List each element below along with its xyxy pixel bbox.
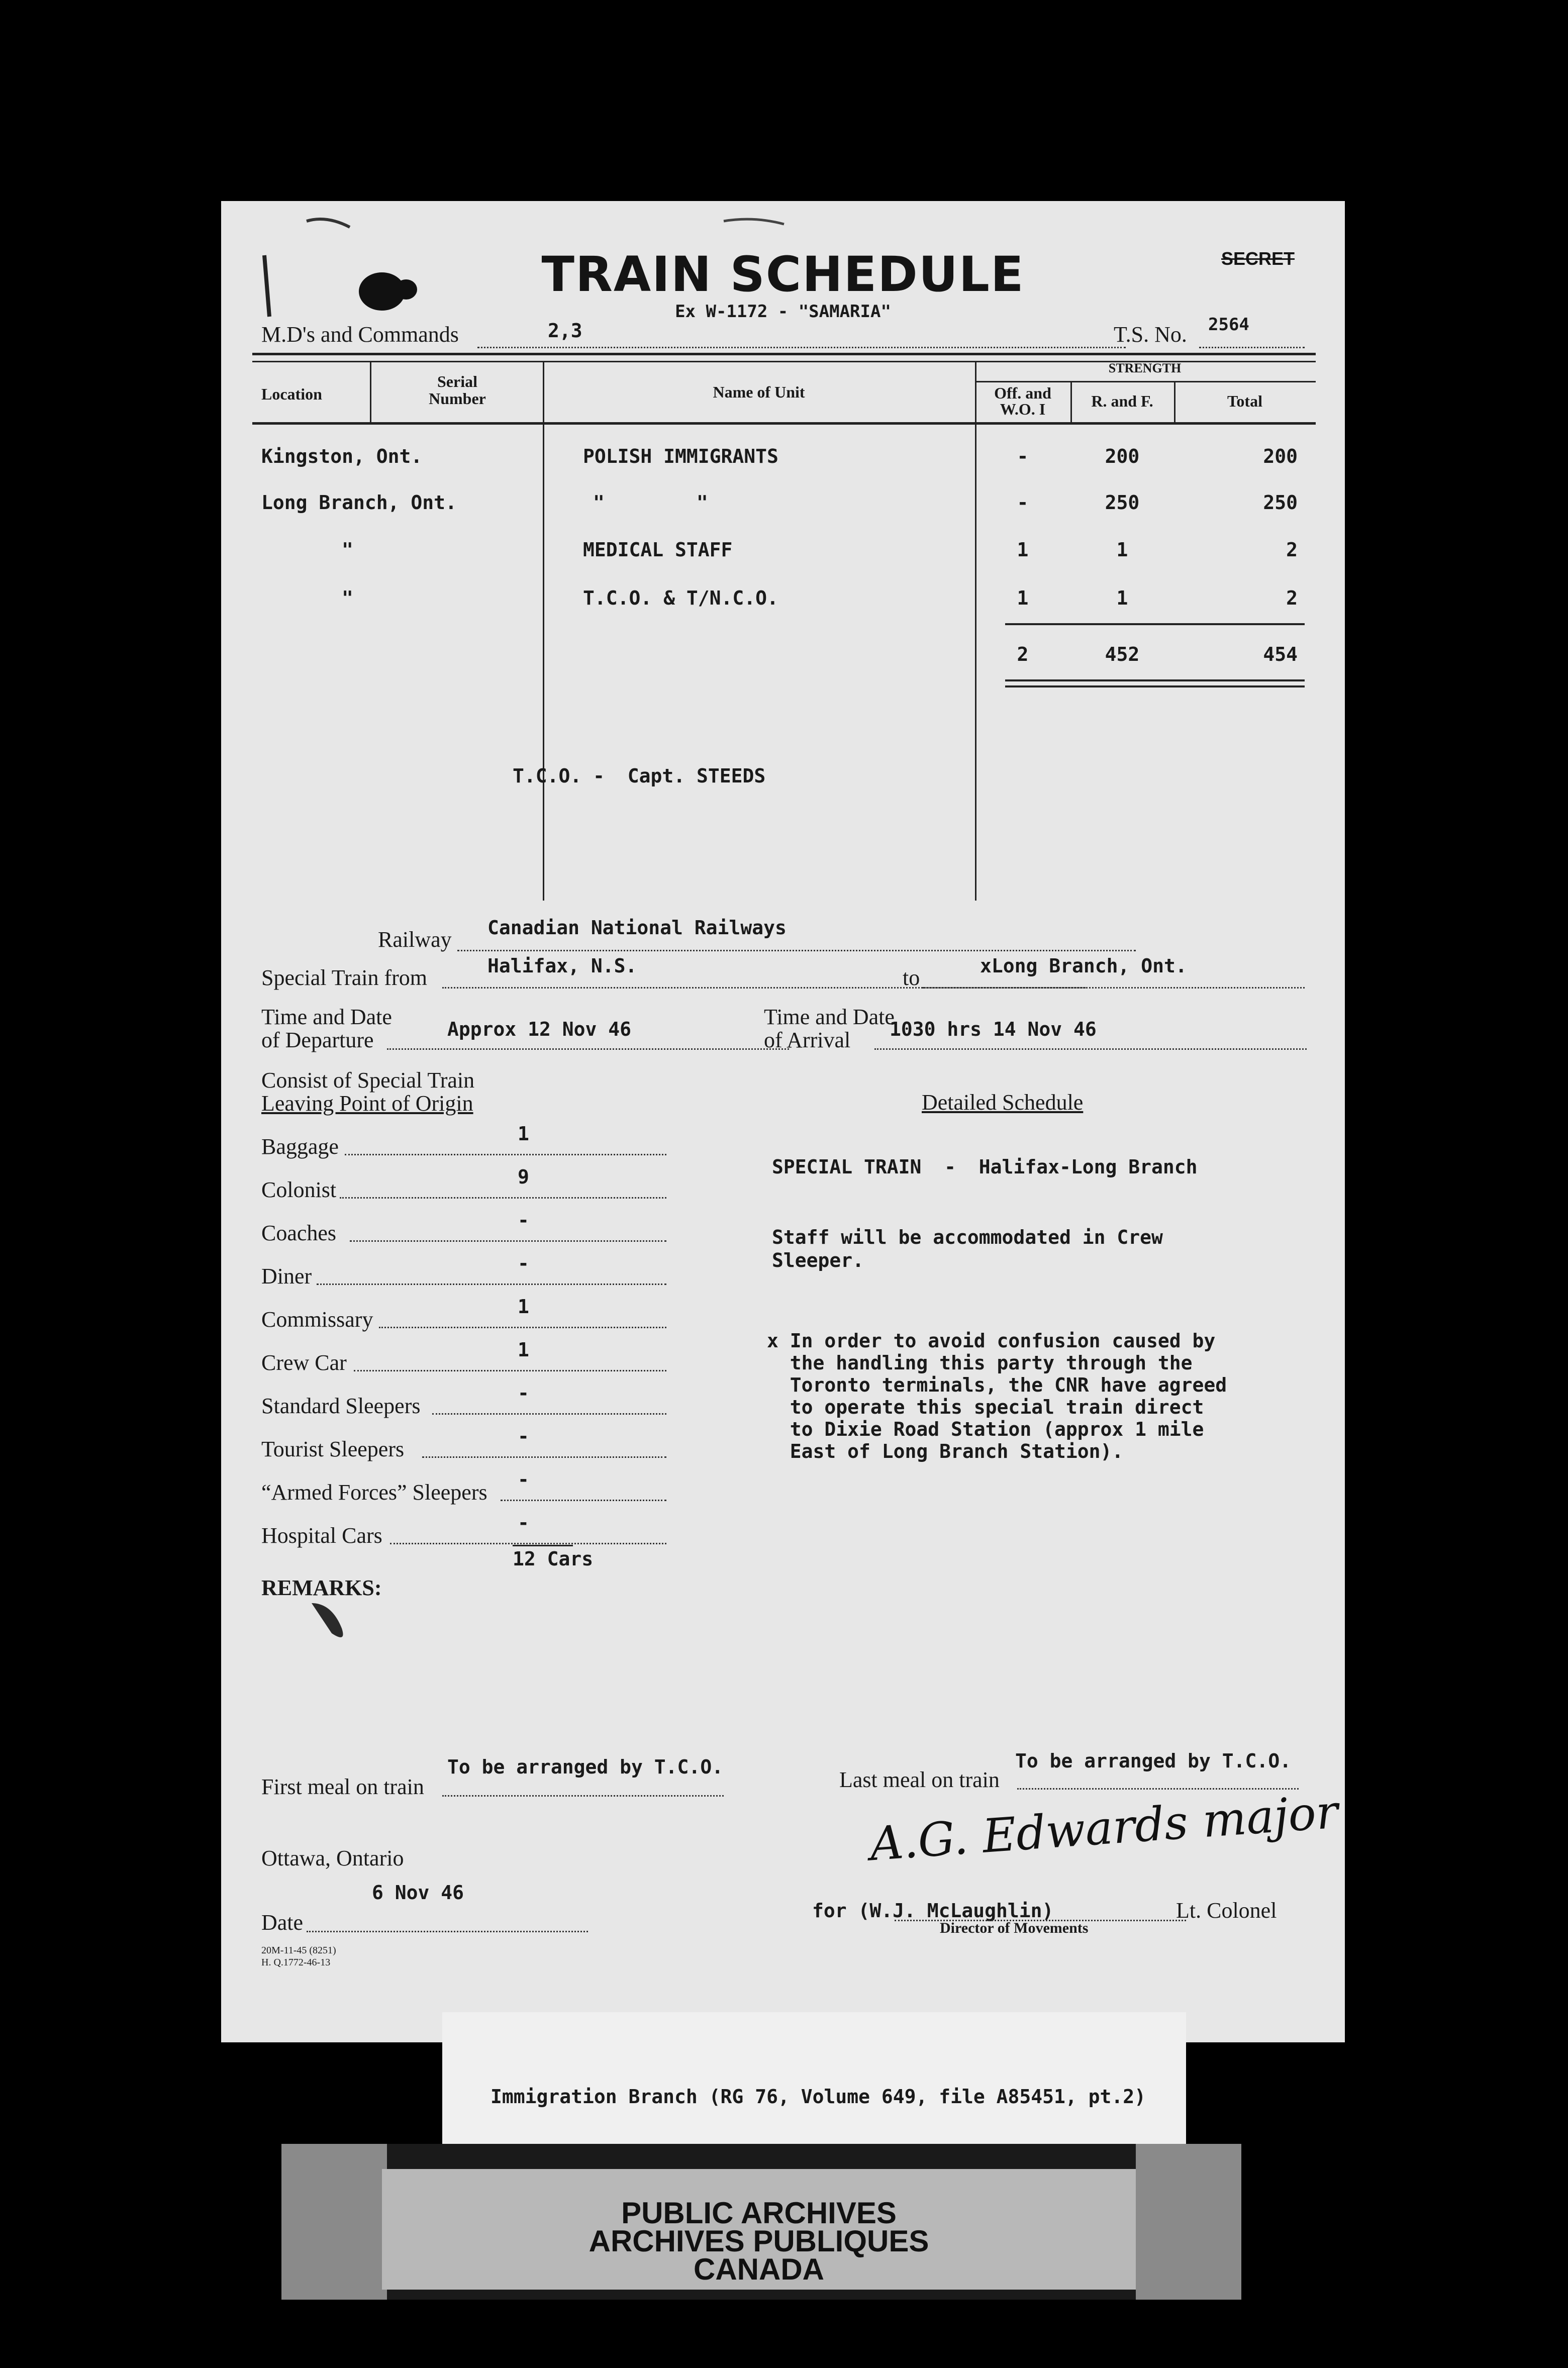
date-line bbox=[307, 1931, 588, 1932]
cell-rf: 250 bbox=[1105, 491, 1140, 514]
totals-row bbox=[221, 643, 1345, 673]
first-meal-line bbox=[442, 1795, 724, 1797]
col-header-off: Off. and W.O. I bbox=[994, 384, 1051, 418]
arrival-label-1: Time and Date bbox=[764, 1005, 895, 1029]
table-row bbox=[221, 445, 1345, 475]
consist-label: Coaches bbox=[261, 1221, 337, 1245]
col-divider-3 bbox=[975, 362, 976, 901]
special-train-from-label: Special Train from bbox=[261, 965, 427, 990]
cell-location: Long Branch, Ont. bbox=[261, 491, 457, 514]
md-commands-label: M.D's and Commands bbox=[261, 322, 459, 347]
arrival-value: 1030 hrs 14 Nov 46 bbox=[890, 1018, 1097, 1040]
place: Ottawa, Ontario bbox=[261, 1846, 404, 1870]
tco-line: T.C.O. - Capt. STEEDS bbox=[513, 765, 766, 787]
cell-total: 2 bbox=[1286, 539, 1298, 561]
cell-rf: 1 bbox=[1116, 587, 1128, 609]
consist-value: - bbox=[518, 1209, 529, 1231]
departure-label-2: of Departure bbox=[261, 1028, 374, 1052]
first-meal-label: First meal on train bbox=[261, 1774, 424, 1799]
col-header-unit: Name of Unit bbox=[713, 383, 805, 401]
consist-label: Baggage bbox=[261, 1134, 339, 1159]
cell-off: - bbox=[1017, 445, 1029, 467]
departure-label-1: Time and Date bbox=[261, 1005, 392, 1029]
total-total: 454 bbox=[1263, 643, 1298, 665]
page-subtitle: Ex W-1172 - "SAMARIA" bbox=[675, 302, 891, 322]
consist-value: - bbox=[518, 1512, 529, 1534]
routing-note-line: East of Long Branch Station). bbox=[767, 1440, 1124, 1462]
consist-label: Standard Sleepers bbox=[261, 1394, 421, 1418]
consist-line bbox=[350, 1240, 666, 1242]
consist-row bbox=[221, 1166, 774, 1207]
staff-note-line: Staff will be accommodated in Crew bbox=[772, 1226, 1163, 1248]
cell-total: 250 bbox=[1263, 491, 1298, 514]
ts-no-line bbox=[1199, 347, 1305, 348]
cell-unit: POLISH IMMIGRANTS bbox=[583, 445, 778, 467]
table-row bbox=[221, 539, 1345, 569]
consist-row bbox=[221, 1512, 774, 1553]
consist-total-rule bbox=[513, 1545, 573, 1546]
consist-line bbox=[340, 1197, 666, 1199]
consist-value: 1 bbox=[518, 1296, 529, 1318]
consist-label: Colonist bbox=[261, 1177, 337, 1202]
departure-value: Approx 12 Nov 46 bbox=[447, 1018, 632, 1040]
routing-note-line: to operate this special train direct bbox=[767, 1396, 1204, 1418]
table-header-bottom-rule bbox=[252, 422, 1316, 425]
routing-note-line: the handling this party through the bbox=[767, 1352, 1193, 1374]
total-double-rule-1 bbox=[1005, 679, 1305, 681]
cell-location: Kingston, Ont. bbox=[261, 445, 423, 467]
detailed-schedule-heading: Detailed Schedule bbox=[922, 1090, 1084, 1115]
archive-reference-text: Immigration Branch (RG 76, Volume 649, file A85451, pt.2) bbox=[491, 2086, 1146, 2108]
consist-line bbox=[354, 1370, 666, 1371]
staff-note-line: Sleeper. bbox=[772, 1249, 864, 1271]
consist-row bbox=[221, 1209, 774, 1250]
col-header-strength: STRENGTH bbox=[1108, 361, 1182, 375]
cell-rf: 200 bbox=[1105, 445, 1140, 467]
cell-total: 2 bbox=[1286, 587, 1298, 609]
consist-label: Tourist Sleepers bbox=[261, 1437, 405, 1461]
departure-line bbox=[387, 1048, 789, 1050]
cell-off: - bbox=[1017, 491, 1029, 514]
table-row bbox=[221, 587, 1345, 617]
archive-label-line: PUBLIC ARCHIVES bbox=[621, 2196, 897, 2230]
consist-line bbox=[317, 1284, 666, 1285]
consist-value: - bbox=[518, 1425, 529, 1447]
md-commands-value: 2,3 bbox=[548, 320, 582, 342]
strip-left-flap bbox=[281, 2144, 387, 2300]
subtotal-rule bbox=[1005, 623, 1305, 625]
form-code-line: H. Q.1772-46-13 bbox=[261, 1957, 331, 1968]
consist-value: 1 bbox=[518, 1339, 529, 1361]
consist-row bbox=[221, 1339, 774, 1380]
last-meal-label: Last meal on train bbox=[839, 1767, 1000, 1792]
consist-row bbox=[221, 1468, 774, 1510]
consist-value: 9 bbox=[518, 1166, 529, 1188]
consist-row bbox=[221, 1252, 774, 1294]
railway-label: Railway bbox=[378, 927, 452, 952]
consist-heading-1: Consist of Special Train bbox=[261, 1068, 475, 1093]
archive-label-strip bbox=[281, 2144, 1241, 2300]
col-header-serial: Serial Number bbox=[429, 372, 486, 408]
date-label: Date bbox=[261, 1910, 304, 1935]
cell-location: " bbox=[342, 539, 353, 561]
cell-off: 1 bbox=[1017, 539, 1029, 561]
railway-value: Canadian National Railways bbox=[487, 917, 787, 939]
special-train-to-label: to bbox=[903, 965, 920, 990]
signatory-for: for (W.J. McLaughlin) bbox=[812, 1900, 1054, 1922]
col-divider-2 bbox=[543, 362, 544, 901]
cell-unit: T.C.O. & T/N.C.O. bbox=[583, 587, 778, 609]
cell-rf: 1 bbox=[1116, 539, 1128, 561]
date-value: 6 Nov 46 bbox=[372, 1882, 464, 1904]
table-row bbox=[221, 491, 1345, 522]
document-page bbox=[221, 201, 1345, 2042]
col-header-total: Total bbox=[1227, 392, 1262, 410]
total-double-rule-2 bbox=[1005, 685, 1305, 687]
secret-stamp: SECRET bbox=[1221, 248, 1295, 269]
ts-no-value: 2564 bbox=[1208, 315, 1249, 335]
consist-line bbox=[345, 1154, 666, 1155]
consist-total: 12 Cars bbox=[513, 1548, 594, 1570]
consist-label: Hospital Cars bbox=[261, 1523, 382, 1548]
consist-value: 1 bbox=[518, 1123, 529, 1145]
consist-value: - bbox=[518, 1252, 529, 1274]
col-header-location: Location bbox=[261, 385, 322, 403]
consist-label: Commissary bbox=[261, 1307, 373, 1332]
consist-label: Crew Car bbox=[261, 1350, 347, 1375]
consist-row bbox=[221, 1296, 774, 1337]
consist-row bbox=[221, 1382, 774, 1423]
first-meal-value: To be arranged by T.C.O. bbox=[447, 1756, 724, 1778]
consist-label: Diner bbox=[261, 1264, 312, 1289]
cell-location: " bbox=[342, 587, 353, 609]
ts-no-label: T.S. No. bbox=[1114, 322, 1187, 347]
strip-right-flap bbox=[1136, 2144, 1241, 2300]
consist-line bbox=[422, 1456, 666, 1458]
col-header-rf: R. and F. bbox=[1091, 392, 1153, 410]
signatory-title: Director of Movements bbox=[940, 1920, 1089, 1936]
special-train-to-value: xLong Branch, Ont. bbox=[980, 955, 1187, 977]
last-meal-line bbox=[1017, 1788, 1299, 1790]
cell-unit: " " bbox=[593, 491, 708, 514]
cell-total: 200 bbox=[1263, 445, 1298, 467]
consist-value: - bbox=[518, 1382, 529, 1404]
consist-line bbox=[379, 1327, 666, 1328]
last-meal-value: To be arranged by T.C.O. bbox=[1015, 1750, 1292, 1772]
total-off: 2 bbox=[1017, 643, 1029, 665]
arrival-label-2: of Arrival bbox=[764, 1028, 851, 1052]
table-top-rule bbox=[252, 353, 1316, 355]
archive-label-line: ARCHIVES PUBLIQUES bbox=[589, 2224, 929, 2258]
signatory-rank: Lt. Colonel bbox=[1176, 1898, 1277, 1923]
archive-label-text bbox=[382, 2196, 1136, 2286]
cell-off: 1 bbox=[1017, 587, 1029, 609]
consist-label: “Armed Forces” Sleepers bbox=[261, 1480, 487, 1505]
consist-line bbox=[501, 1500, 666, 1501]
schedule-line: SPECIAL TRAIN - Halifax-Long Branch bbox=[772, 1156, 1198, 1178]
consist-line bbox=[432, 1413, 666, 1415]
total-rf: 452 bbox=[1105, 643, 1140, 665]
arrival-line bbox=[874, 1048, 1307, 1050]
archive-label-line: CANADA bbox=[694, 2252, 824, 2286]
strength-rule bbox=[976, 381, 1316, 382]
remarks-label: REMARKS: bbox=[261, 1575, 382, 1600]
consist-row bbox=[221, 1425, 774, 1466]
form-code-line: 20M-11-45 (8251) bbox=[261, 1945, 336, 1956]
consist-heading-2: Leaving Point of Origin bbox=[261, 1091, 473, 1116]
railway-line bbox=[457, 950, 1136, 951]
consist-row bbox=[221, 1123, 774, 1164]
routing-note-line: to Dixie Road Station (approx 1 mile bbox=[767, 1418, 1204, 1440]
routing-note-line: x In order to avoid confusion caused by bbox=[767, 1330, 1216, 1352]
special-train-from-value: Halifax, N.S. bbox=[487, 955, 637, 977]
md-commands-line bbox=[477, 347, 1126, 348]
consist-value: - bbox=[518, 1468, 529, 1491]
col-divider-1 bbox=[370, 362, 371, 423]
cell-unit: MEDICAL STAFF bbox=[583, 539, 733, 561]
routing-note-line: Toronto terminals, the CNR have agreed bbox=[767, 1374, 1227, 1396]
page-title: TRAIN SCHEDULE bbox=[541, 246, 1025, 303]
handwritten-signature: A.G. Edwards major bbox=[868, 1785, 1340, 1871]
consist-line bbox=[390, 1543, 666, 1544]
special-train-to-line bbox=[923, 987, 1305, 989]
